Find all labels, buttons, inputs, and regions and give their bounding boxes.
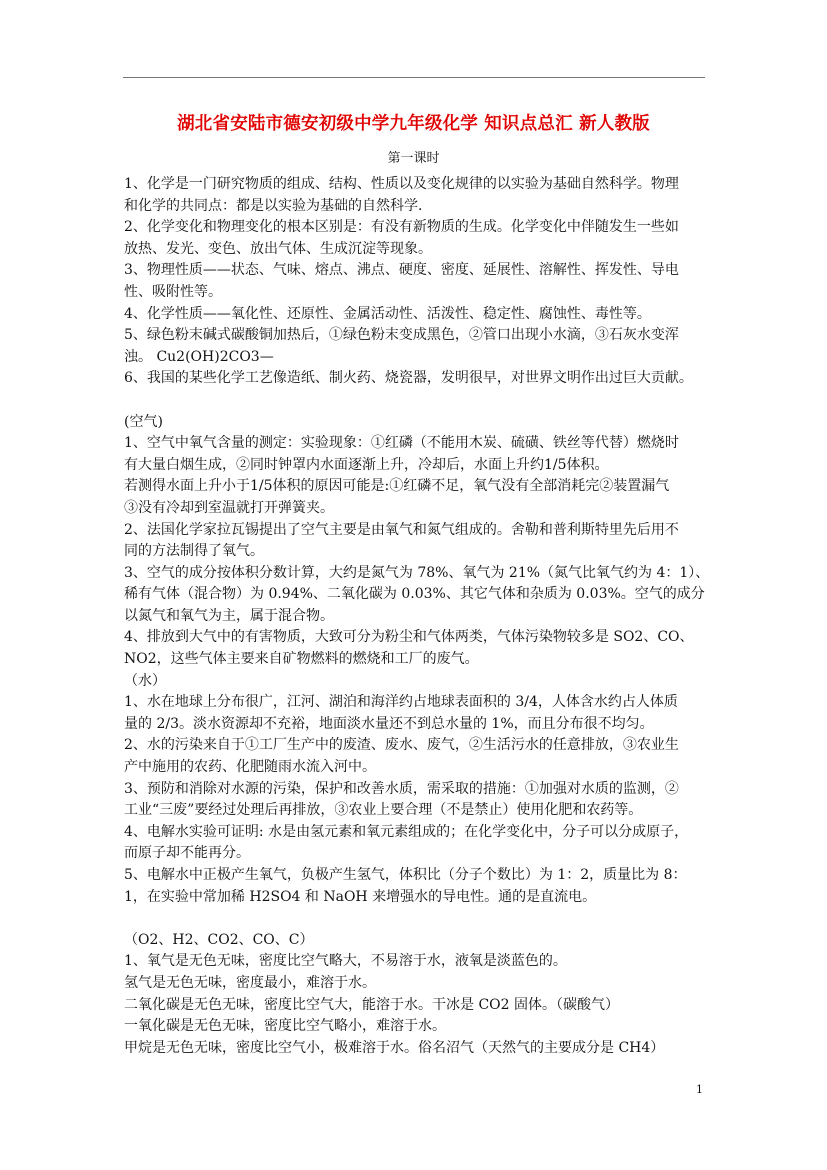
text-line: （水） — [124, 672, 166, 689]
text-line: 2、水的污染来自于①工厂生产中的废渣、废水、废气，②生活污水的任意排放，③农业生 — [124, 737, 679, 754]
text-line: (空气) — [124, 413, 163, 430]
text-line: 同的方法制得了氧气。 — [124, 543, 264, 560]
text-line — [124, 908, 710, 930]
text-line: 5、绿色粉末碱式碳酸铜加热后，①绿色粉末变成黑色，②管口出现小水滴，③石灰水变浑 — [124, 327, 679, 344]
text-line: 工业“三废”要经过处理后再排放，③农业上要合理（不是禁止）使用化肥和农药等。 — [124, 802, 643, 819]
text-line: 4、电解水实验可证明: 水是由氢元素和氧元素组成的；在化学变化中，分子可以分成原子， — [124, 823, 689, 840]
text-line: 稀有气体（混合物）为 0.94%、二氧化碳为 0.03%、其它气体和杂质为 0.03%。空气的成分 — [124, 586, 705, 603]
text-line: 4、排放到大气中的有害物质，大致可分为粉尘和气体两类，气体污染物较多是 SO2、CO、 — [124, 629, 694, 646]
text-line: 放热、发光、变色、放出气体、生成沉淀等现象。 — [124, 240, 432, 257]
text-line: 2、法国化学家拉瓦锡提出了空气主要是由氧气和氮气组成的。舍勒和普利斯特里先后用不 — [124, 521, 679, 538]
text-line: 有大量白烟生成，②同时钟罩内水面逐渐上升，冷却后，水面上升约1/5体积。 — [124, 456, 609, 473]
text-line: 3、物理性质——状态、气味、熔点、沸点、硬度、密度、延展性、溶解性、挥发性、导电 — [124, 262, 679, 279]
text-line: 浊。 Cu2(OH)2CO3— — [124, 348, 274, 365]
text-line: 以氮气和氧气为主，属于混合物。 — [124, 607, 334, 624]
text-line: 而原子却不能再分。 — [124, 845, 250, 862]
text-line — [124, 390, 710, 412]
text-line: 一氧化碳是无色无味，密度比空气略小，难溶于水。 — [124, 1018, 446, 1035]
text-line: 和化学的共同点：都是以实验为基础的自然科学. — [124, 197, 423, 214]
text-line: 1、氧气是无色无味，密度比空气略大，不易溶于水，液氧是淡蓝色的。 — [124, 953, 567, 970]
text-line: 2、化学变化和物理变化的根本区别是：有没有新物质的生成。化学变化中伴随发生一些如 — [124, 219, 679, 236]
text-line: 氢气是无色无味，密度最小，难溶于水。 — [124, 974, 376, 991]
text-line: （O2、H2、CO2、CO、C） — [124, 931, 314, 948]
page-number: 1 — [696, 1083, 703, 1096]
lesson-subtitle: 第一课时 — [387, 151, 440, 166]
text-line: 3、空气的成分按体积分数计算，大约是氮气为 78%、氧气为 21%（氮气比氧气约为 4：1）、 — [124, 564, 710, 581]
text-line: ③没有冷却到室温就打开弹簧夹。 — [124, 499, 334, 516]
text-line: 性、吸附性等。 — [124, 283, 222, 300]
document-title: 湖北省安陆市德安初级中学九年级化学 知识点总汇 新人教版 — [177, 114, 650, 134]
text-line: 量的 2/3。淡水资源却不充裕，地面淡水量还不到总水量的 1%，而且分布很不均匀。 — [124, 715, 654, 732]
text-line: 1、水在地球上分布很广，江河、湖泊和海洋约占地球表面积的 3/4，人体含水约占人体质 — [124, 694, 678, 711]
text-line: 1，在实验中常加稀 H2SO4 和 NaOH 来增强水的导电性。通的是直流电。 — [124, 888, 597, 905]
text-line: 1、空气中氧气含量的测定：实验现象：①红磷（不能用木炭、硫磺、铁丝等代替）燃烧时 — [124, 435, 679, 452]
text-line: 5、电解水中正极产生氧气，负极产生氢气，体积比（分子个数比）为 1：2，质量比为 8： — [124, 867, 687, 883]
text-line: 1、化学是一门研究物质的组成、结构、性质以及变化规律的以实验为基础自然科学。物理 — [124, 176, 679, 192]
text-line: 若测得水面上升小于1/5体积的原因可能是:①红磷不足，氧气没有全部消耗完②装置漏气 — [124, 478, 670, 495]
text-line: 甲烷是无色无味，密度比空气小，极难溶于水。俗名沼气（天然气的主要成分是 CH4） — [124, 1039, 665, 1056]
text-line: 4、化学性质——氧化性、还原性、金属活动性、活泼性、稳定性、腐蚀性、毒性等。 — [124, 305, 651, 322]
text-line: 3、预防和消除对水源的污染，保护和改善水质，需采取的措施：①加强对水质的监测，② — [124, 780, 679, 797]
document-body — [124, 174, 710, 1059]
header-rule — [123, 77, 705, 78]
text-line: 6、我国的某些化学工艺像造纸、制火药、烧瓷器，发明很早，对世界文明作出过巨大贡献。 — [124, 370, 693, 387]
text-line: 二氧化碳是无色无味，密度比空气大，能溶于水。干冰是 CO2 固体。（碳酸气） — [124, 996, 619, 1013]
text-line: 产中施用的农药、化肥随雨水流入河中。 — [124, 759, 376, 776]
text-line: NO2，这些气体主要来自矿物燃料的燃烧和工厂的废气。 — [124, 651, 479, 668]
